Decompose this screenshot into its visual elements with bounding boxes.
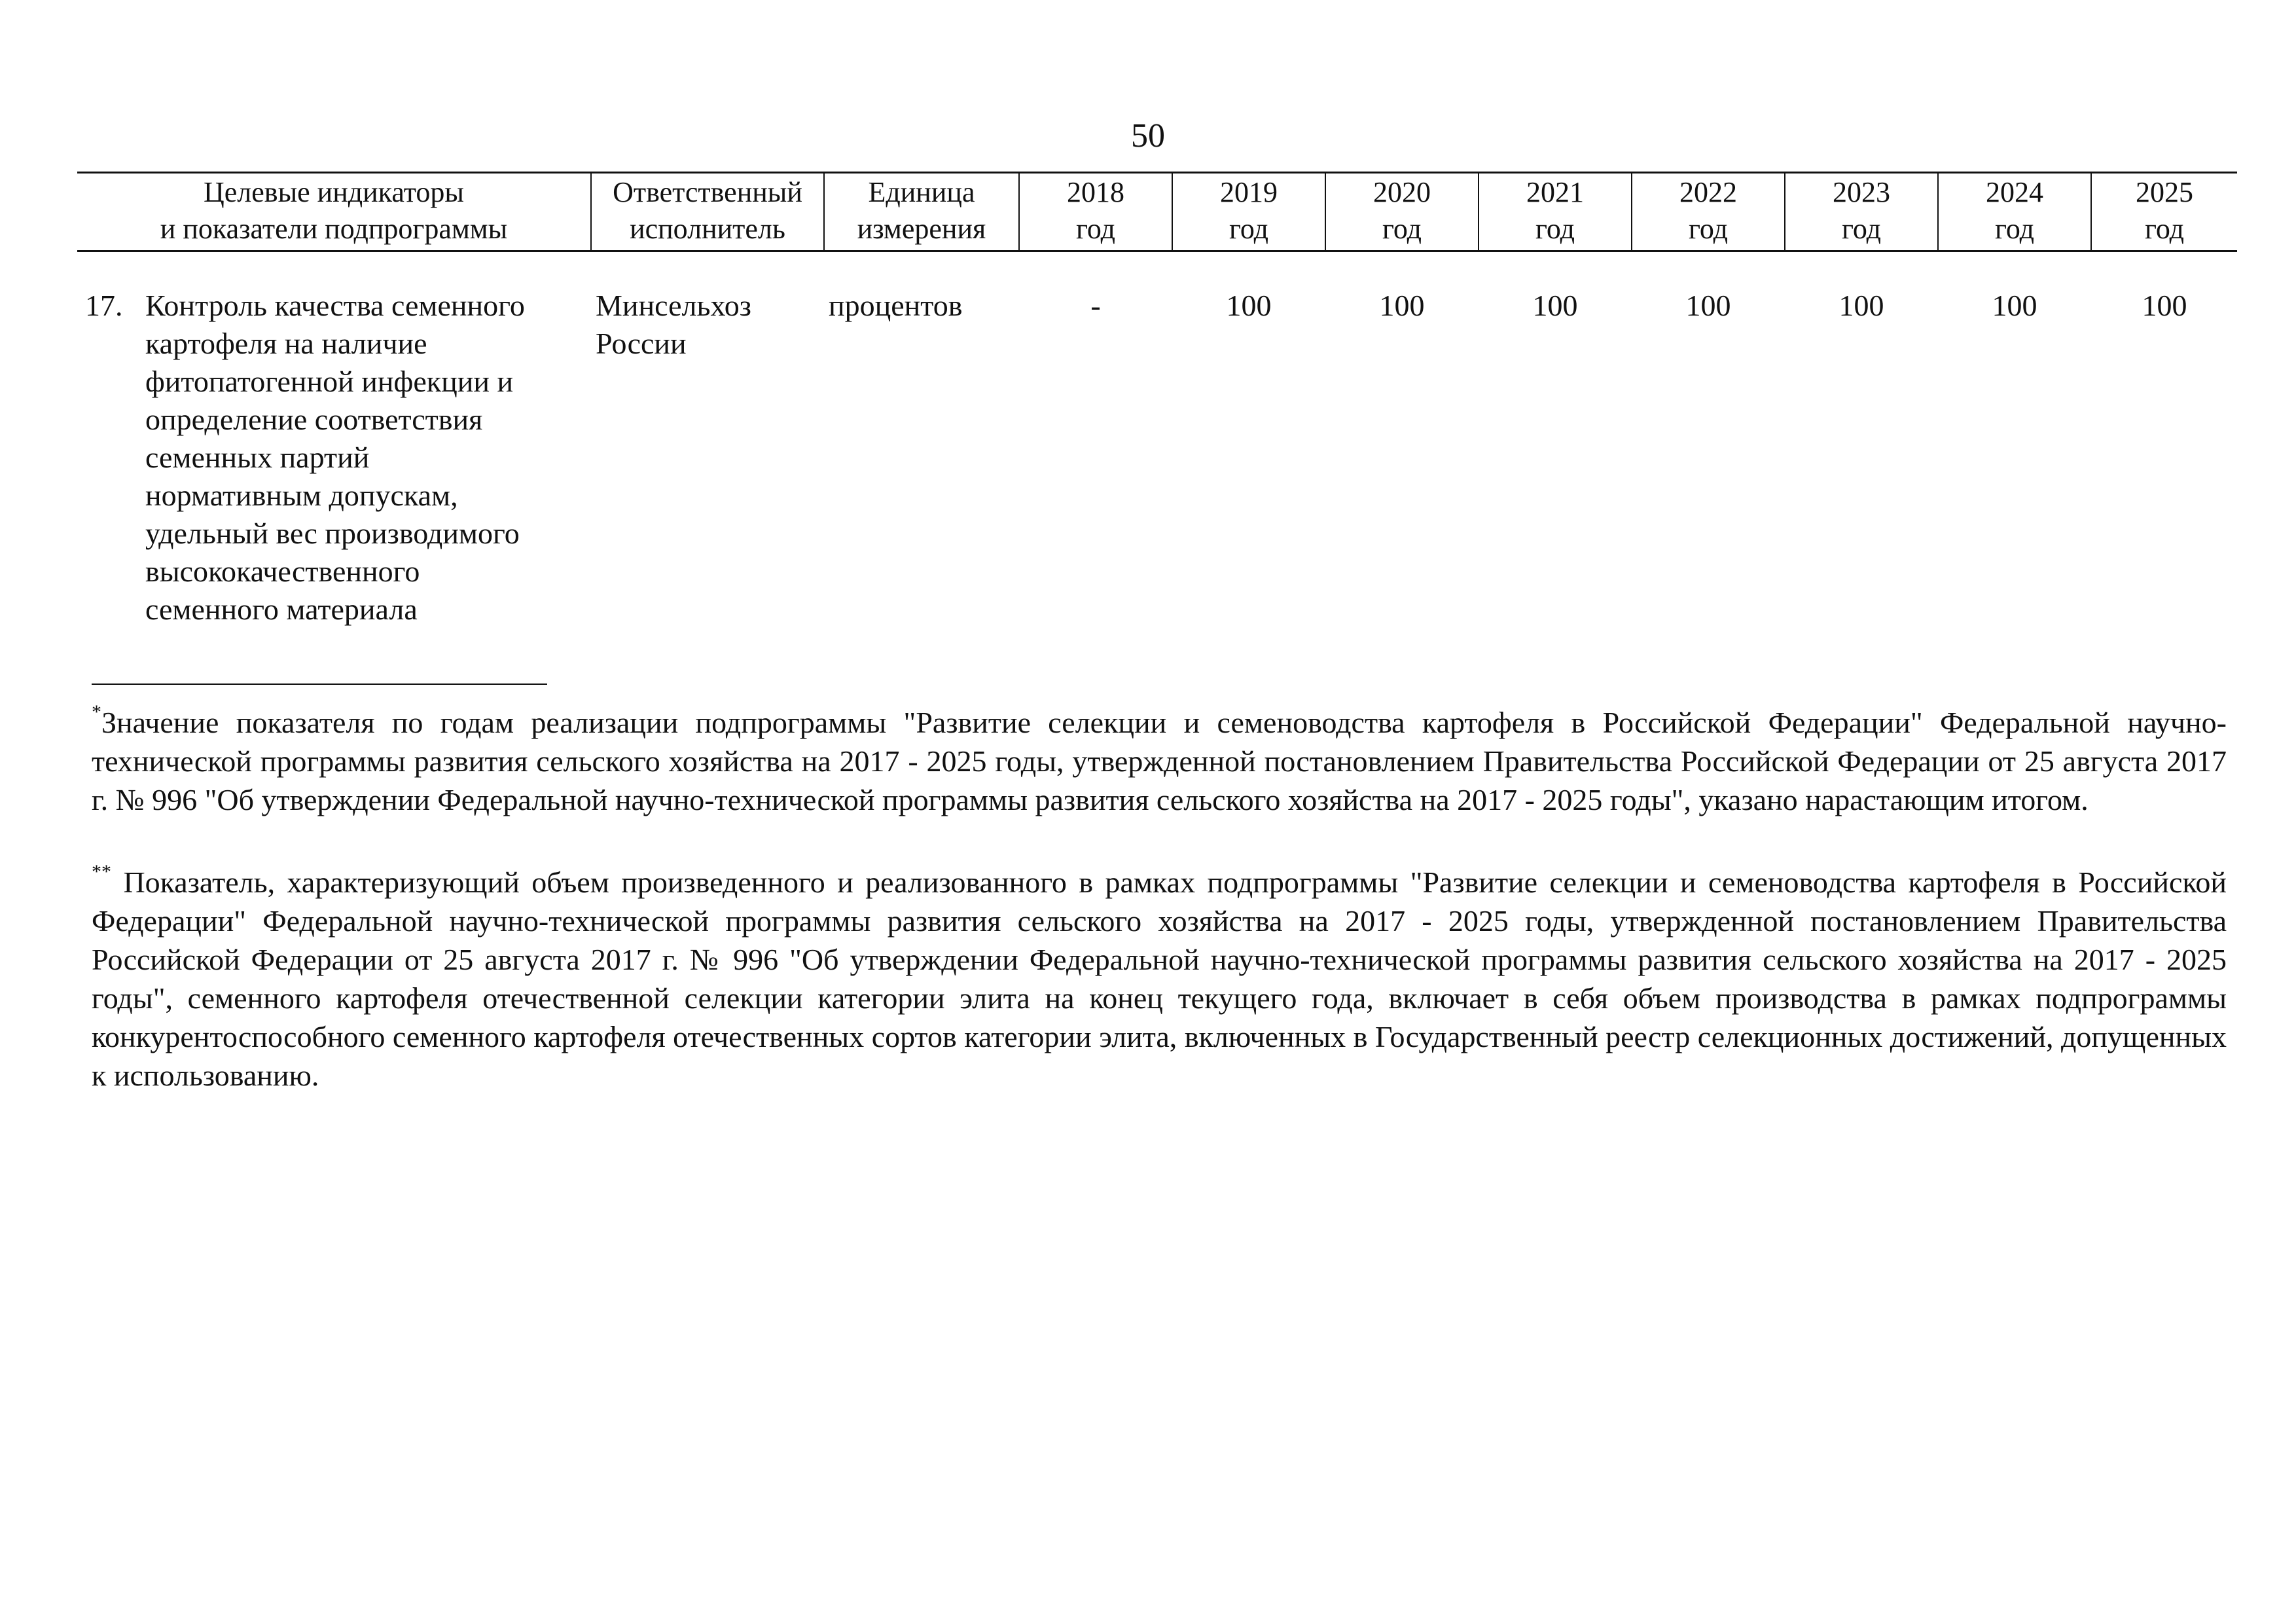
footnote-marker: * [92,701,101,723]
footnote-separator [92,684,547,685]
header-year: 2022 [1679,176,1737,208]
header-year-2020 [1326,172,1478,250]
row-value-2024: 100 [1992,289,2037,322]
header-year-suffix: год [1688,213,1729,245]
row-value-2021: 100 [1532,289,1578,322]
row-executor-line: Минсельхоз [596,289,751,322]
row-value-2018: - [1090,289,1101,322]
header-year-suffix: год [1994,213,2035,245]
footnote-text: Значение показателя по годам реализации подпрограммы "Развитие селекции и семеноводства картофеля в Российской Федерации" Федеральной научно-технической программы развития сельского хозяйства на 2017 - 2025 годы, утвержденной постановлением Правительства Российской Федерации от 25 августа 2017 г. № 996 "Об утверждении Федеральной научно-технической программы развития сельского хозяйства на 2017 - 2025 годы", указано нарастающим итогом. [92,706,2227,816]
header-executor [592,172,823,250]
header-year-suffix: год [1841,213,1882,245]
row-value-2023: 100 [1839,289,1884,322]
header-executor-line: Ответственный [613,176,802,208]
row-indicator-line: картофеля на наличие [145,327,427,360]
footnote-1 [92,703,2227,819]
header-year-2024 [1939,172,2090,250]
row-value-2019: 100 [1226,289,1272,322]
row-indicator-line: семенного материала [145,593,418,626]
footnote-marker: ** [92,861,111,883]
header-year-2019 [1173,172,1325,250]
row-indicator-line: семенных партий [145,441,370,474]
row-indicator-line: определение соответствия [145,403,483,436]
table-header-bottom-rule [77,250,2237,252]
header-year-2023 [1785,172,1937,250]
header-year-suffix: год [1382,213,1422,245]
footnote-2 [92,863,2227,1095]
row-value-2022: 100 [1685,289,1731,322]
header-year-suffix: год [1229,213,1269,245]
header-year: 2019 [1220,176,1278,208]
row-executor-line: России [596,327,687,360]
row-unit: процентов [829,289,963,322]
header-indicator-line: и показатели подпрограммы [160,213,508,245]
header-unit [825,172,1018,250]
header-year: 2021 [1526,176,1584,208]
header-year-2025 [2092,172,2237,250]
row-executor [596,287,812,363]
row-number: 17. [85,289,123,322]
header-year: 2024 [1986,176,2043,208]
header-year: 2023 [1833,176,1890,208]
header-year-suffix: год [1075,213,1116,245]
header-year-suffix: год [1535,213,1575,245]
header-indicator-line: Целевые индикаторы [204,176,464,208]
row-indicator-line: Контроль качества семенного [145,289,525,322]
row-value-2020: 100 [1379,289,1425,322]
row-indicator-name [145,287,590,629]
row-indicator-line: удельный вес производимого [145,517,520,550]
header-year-2021 [1479,172,1631,250]
header-year: 2025 [2136,176,2193,208]
header-indicator [77,172,590,250]
row-value-2025: 100 [2142,289,2187,322]
row-indicator-line: нормативным допускам, [145,479,458,512]
page-number: 50 [1131,117,1165,155]
header-unit-line: Единица [868,176,975,208]
header-year-suffix: год [2144,213,2185,245]
header-unit-line: измерения [857,213,986,245]
row-indicator-line: высококачественного [145,555,420,588]
row-indicator-line: фитопатогенной инфекции и [145,365,514,398]
header-year: 2020 [1373,176,1431,208]
header-year-2018 [1020,172,1172,250]
header-year: 2018 [1067,176,1124,208]
header-year-2022 [1632,172,1784,250]
footnote-text: Показатель, характеризующий объем произведенного и реализованного в рамках подпрограммы "Развитие селекции и семеноводства картофеля в Российской Федерации" Федеральной научно-технической программы развития сельского хозяйства на 2017 - 2025 годы, утвержденной постановлением Правительства Российской Федерации от 25 августа 2017 г. № 996 "Об утверждении Федеральной научно-технической программы развития сельского хозяйства на 2017 - 2025 годы", семенного картофеля отечественной селекции категории элита на конец текущего года, включает в себя объем производства в рамках подпрограммы конкурентоспособного семенного картофеля отечественных сортов категории элита, включенных в Государственный реестр селекционных достижений, допущенных к использованию. [92,866,2227,1092]
header-executor-line: исполнитель [630,213,785,245]
